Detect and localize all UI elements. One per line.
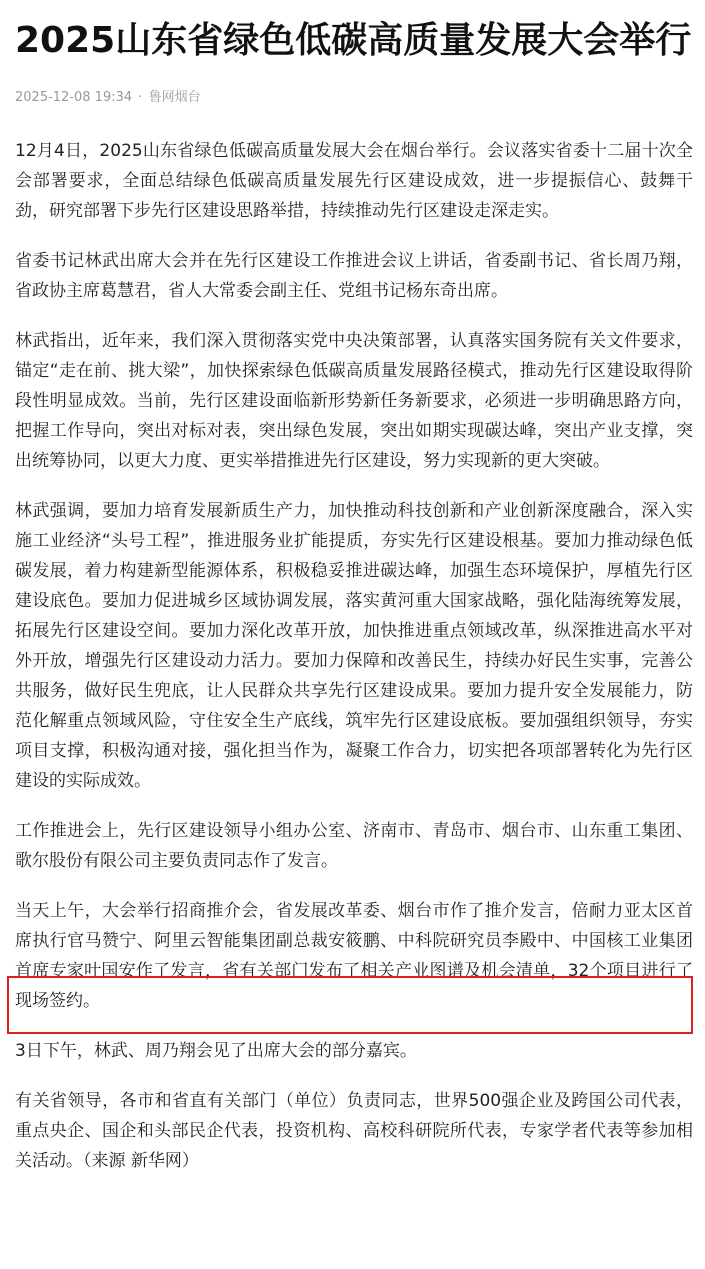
- article-source: 鲁网烟台: [148, 90, 201, 105]
- article: [15, 0, 693, 1196]
- paragraph-8: 有关省领导，各市和省直有关部门（单位）负责同志，世界500强企业及跨国公司代表，重点央企、国企和头部民企代表，投资机构、高校科研院所代表，专家学者代表等参加相关活动。（来源 新华网）: [15, 1091, 693, 1171]
- publish-datetime: 2025-12-08 19:34: [15, 90, 133, 105]
- paragraph-4: 林武强调，要加力培育发展新质生产力，加快推动科技创新和产业创新深度融合，深入实施工业经济“头号工程”，推进服务业扩能提质，夯实先行区建设根基。要加力推动绿色低碳发展，着力构建新型能源体系，积极稳妥推进碳达峰，加强生态环境保护，厚植先行区建设底色。要加力促进城乡区域协调发展，落实黄河重大国家战略，强化陆海统筹发展，拓展先行区建设空间。要加力深化改革开放，加快推进重点领域改革，纵深推进高水平对外开放，增强先行区建设动力活力。要加力保障和改善民生，持续办好民生实事，完善公共服务，做好民生兜底，让人民群众共享先行区建设成果。要加力提升安全发展能力，防范化解重点领域风险，守住安全生产底线，筑牢先行区建设底板。要加强组织领导，夯实项目支撑，积极沟通对接，强化担当作为，凝聚工作合力，切实把各项部署转化为先行区建设的实际成效。: [15, 501, 693, 791]
- meta-separator: ·: [138, 90, 143, 105]
- paragraph-3: 林武指出，近年来，我们深入贯彻落实党中央决策部署，认真落实国务院有关文件要求，锚定“走在前、挑大梁”，加快探索绿色低碳高质量发展路径模式，推动先行区建设取得阶段性明显成效。当前，先行区建设面临新形势新任务新要求，必须进一步明确思路方向，把握工作导向，突出对标对表，突出绿色发展，突出如期实现碳达峰，突出产业支撑，突出统筹协同，以更大力度、更实举措推进先行区建设，努力实现新的更大突破。: [15, 331, 693, 471]
- article-body: [15, 136, 693, 1176]
- paragraph-7: 3日下午，林武、周乃翔会见了出席大会的部分嘉宾。: [15, 1041, 417, 1061]
- article-title: 2025山东省绿色低碳高质量发展大会举行: [15, 20, 692, 61]
- paragraph-6-highlighted: 当天上午，大会举行招商推介会，省发展改革委、烟台市作了推介发言，倍耐力亚太区首席执行官马赞宁、阿里云智能集团副总裁安筱鹏、中科院研究员李殿中、中国核工业集团首席专家叶国安作了发言，省有关部门发布了相关产业图谱及机会清单，32个项目进行了现场签约。: [15, 901, 693, 1011]
- paragraph-5: 工作推进会上，先行区建设领导小组办公室、济南市、青岛市、烟台市、山东重工集团、歌尔股份有限公司主要负责同志作了发言。: [15, 821, 693, 871]
- paragraph-1: 12月4日，2025山东省绿色低碳高质量发展大会在烟台举行。会议落实省委十二届十次全会部署要求，全面总结绿色低碳高质量发展先行区建设成效，进一步提振信心、鼓舞干劲，研究部署下步先行区建设思路举措，持续推动先行区建设走深走实。: [15, 141, 693, 221]
- article-meta: [15, 88, 693, 108]
- paragraph-2: 省委书记林武出席大会并在先行区建设工作推进会议上讲话，省委副书记、省长周乃翔，省政协主席葛慧君，省人大常委会副主任、党组书记杨东奇出席。: [15, 251, 693, 301]
